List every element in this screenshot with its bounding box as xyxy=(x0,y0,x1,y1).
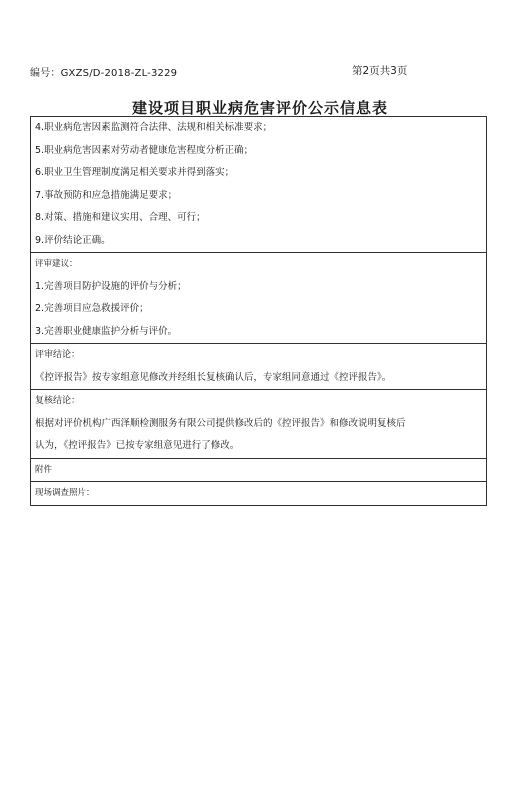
site-photos-section xyxy=(31,482,486,505)
recheck-conclusion-section xyxy=(31,390,486,459)
page-title: 建设项目职业病危害评价公示信息表 xyxy=(131,99,388,117)
info-table xyxy=(30,116,487,506)
review-conclusion-label: 评审结论： xyxy=(35,350,81,360)
recheck-conclusion-line: 认为，《控评报告》已按专家组意见进行了修改。 xyxy=(35,440,240,451)
criteria-item: 9.评价结论正确。 xyxy=(35,234,111,246)
document-code: 编号：GXZS/D-2018-ZL-3229 xyxy=(30,68,178,79)
review-conclusion-section xyxy=(31,344,486,390)
review-suggestions-section xyxy=(31,253,486,344)
suggestion-item: 3.完善职业健康监护分析与评价。 xyxy=(35,325,178,337)
criteria-item: 8.对策、措施和建议实用、合理、可行； xyxy=(35,212,206,223)
attachment-label: 附件 xyxy=(35,464,53,475)
page-number: 第2页共3页 xyxy=(352,65,408,77)
review-conclusion-text: 《控评报告》按专家组意见修改并经组长复核确认后，专家组同意通过《控评报告》。 xyxy=(35,371,392,383)
review-suggestions-label: 评审建议： xyxy=(35,259,78,269)
attachment-section xyxy=(31,459,486,483)
criteria-item: 6.职业卫生管理制度满足相关要求并得到落实； xyxy=(35,167,235,178)
criteria-section xyxy=(31,117,486,253)
suggestion-item: 2.完善项目应急救援评价； xyxy=(35,303,149,314)
criteria-item: 5.职业病危害因素对劳动者健康危害程度分析正确； xyxy=(35,144,254,156)
criteria-item: 7.事故预防和应急措施满足要求； xyxy=(35,189,178,201)
recheck-conclusion-label: 复核结论： xyxy=(35,396,81,406)
criteria-item: 4.职业病危害因素监测符合法律、法规和相关标准要求； xyxy=(35,122,273,133)
suggestion-item: 1.完善项目防护设施的评价与分析； xyxy=(35,280,187,292)
site-photos-label: 现场调查照片： xyxy=(35,488,95,498)
recheck-conclusion-line: 根据对评价机构广西泽顺检测服务有限公司提供修改后的《控评报告》和修改说明复核后 xyxy=(35,417,406,429)
